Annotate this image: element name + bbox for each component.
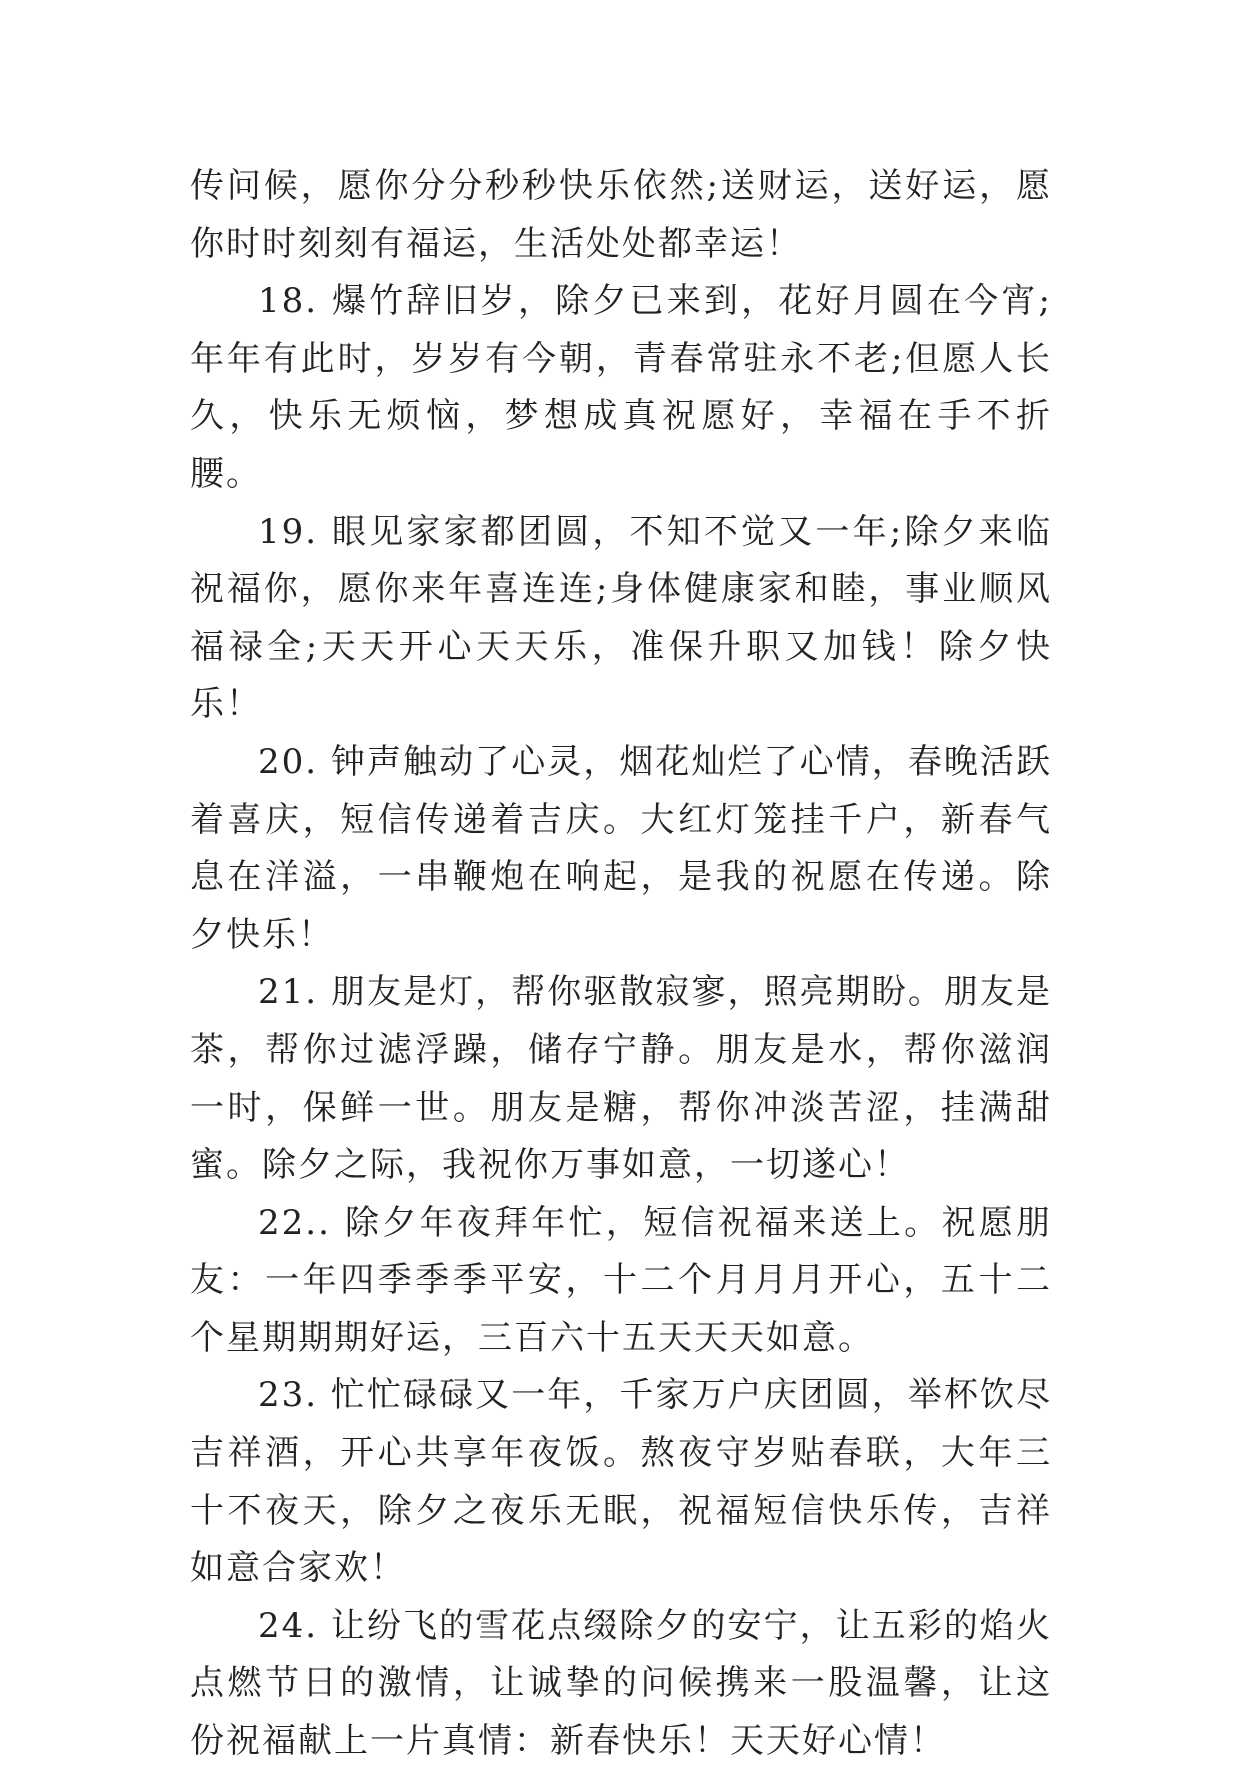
paragraph-24: 24. 让纷飞的雪花点缀除夕的安宁，让五彩的焰火点燃节日的激情，让诚挚的问候携来一股温馨，让这份祝福献上一片真情：新春快乐！天天好心情！ [190,1605,1052,1762]
paragraph-continued: 传问候，愿你分分秒秒快乐依然;送财运，送好运，愿你时时刻刻有福运，生活处处都幸运！ [190,166,1052,264]
paragraph-19: 19. 眼见家家都团圆，不知不觉又一年;除夕来临祝福你，愿你来年喜连连;身体健康家和睦，事业顺风福禄全;天天开心天天乐，准保升职又加钱！除夕快乐！ [190,511,1052,725]
paragraph-21: 21. 朋友是灯，帮你驱散寂寥，照亮期盼。朋友是茶，帮你过滤浮躁，储存宁静。朋友是水，帮你滋润一时，保鲜一世。朋友是糖，帮你冲淡苦涩，挂满甜蜜。除夕之际，我祝你万事如意，一切遂心！ [190,972,1052,1186]
paragraph-23: 23. 忙忙碌碌又一年，千家万户庆团圆，举杯饮尽吉祥酒，开心共享年夜饭。熬夜守岁贴春联，大年三十不夜天，除夕之夜乐无眠，祝福短信快乐传，吉祥如意合家欢！ [190,1375,1052,1589]
paragraph-22: 22.. 除夕年夜拜年忙，短信祝福来送上。祝愿朋友：一年四季季季平安，十二个月月月开心，五十二个星期期期好运，三百六十五天天天如意。 [190,1202,1052,1358]
document-body [190,158,1052,1771]
paragraph-18: 18. 爆竹辞旧岁，除夕已来到，花好月圆在今宵;年年有此时，岁岁有今朝，青春常驻永不老;但愿人长久，快乐无烦恼，梦想成真祝愿好，幸福在手不折腰。 [190,281,1052,494]
paragraph-20: 20. 钟声触动了心灵，烟花灿烂了心情，春晚活跃着喜庆，短信传递着吉庆。大红灯笼挂千户，新春气息在洋溢，一串鞭炮在响起，是我的祝愿在传递。除夕快乐！ [190,741,1052,955]
